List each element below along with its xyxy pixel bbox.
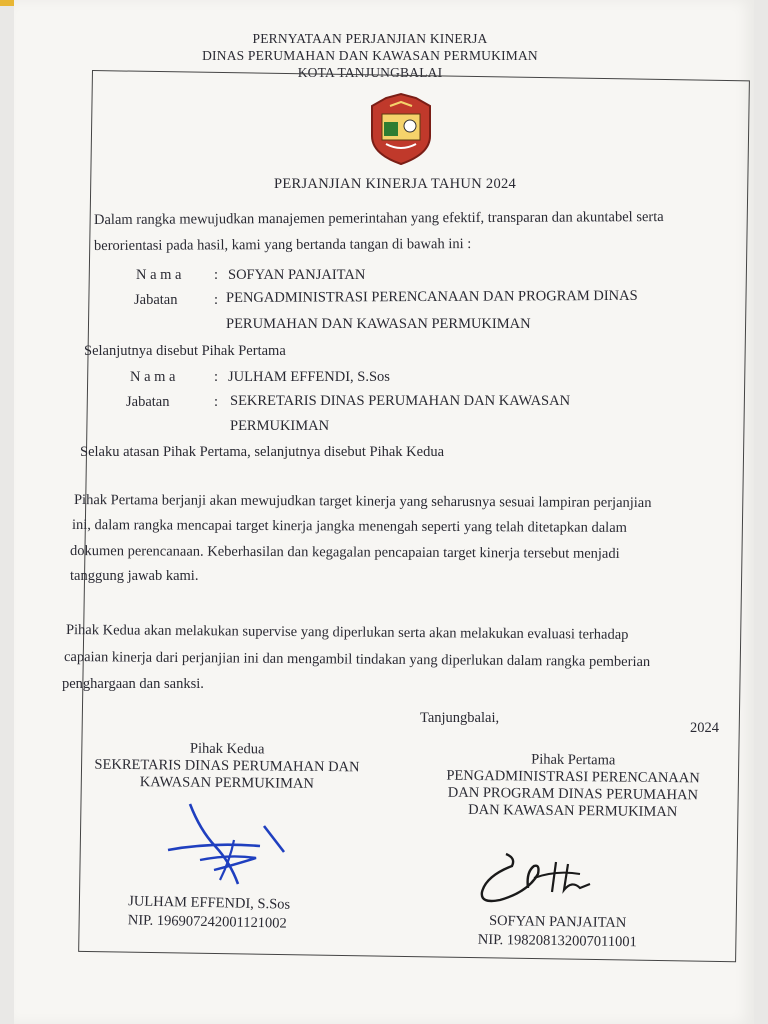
right-signatory-title-3: DAN KAWASAN PERMUKIMAN xyxy=(468,801,678,821)
right-signatory-nip: NIP. 198208132007011001 xyxy=(477,931,637,951)
left-signatory-role: Pihak Kedua xyxy=(189,740,265,758)
paragraph-1-line-3: dokumen perencanaan. Keberhasilan dan kegagalan pencapaian target kinerja tersebut menjadi xyxy=(69,543,620,562)
intro-line-1: Dalam rangka mewujudkan manajemen pemerintahan yang efektif, transparan dan akuntabel serta xyxy=(93,209,664,228)
first-party-position-line-2: PERUMAHAN DAN KAWASAN PERMUKIMAN xyxy=(226,316,531,332)
paragraph-1-line-1: Pihak Pertama berjanji akan mewujudkan target kinerja yang seharusnya sesuai lampiran perjanjian xyxy=(73,492,652,512)
signing-year: 2024 xyxy=(690,720,719,736)
second-party-designation: Selaku atasan Pihak Pertama, selanjutnya disebut Pihak Kedua xyxy=(80,444,445,460)
city-emblem-icon xyxy=(366,92,436,168)
paragraph-1-line-4: tanggung jawab kami. xyxy=(70,568,199,584)
agreement-title: PERJANJIAN KINERJA TAHUN 2024 xyxy=(274,176,517,192)
left-signatory-nip: NIP. 196907242001121002 xyxy=(127,912,287,932)
right-signatory-block xyxy=(412,750,735,821)
second-party-position-line-2: PERMUKIMAN xyxy=(230,418,330,434)
second-party-position-label: Jabatan xyxy=(126,394,170,410)
right-signature-icon xyxy=(476,852,606,908)
left-signatory-name: JULHAM EFFENDI, S.Sos xyxy=(128,893,291,913)
second-party-position-line-1: SEKRETARIS DINAS PERUMAHAN DAN KAWASAN xyxy=(230,393,571,409)
paragraph-2-line-1: Pihak Kedua akan melakukan supervise yang diperlukan serta akan melakukan evaluasi terhadap xyxy=(65,622,629,643)
first-party-name-label: N a m a xyxy=(136,267,182,283)
first-party-position-line-1: PENGADMINISTRASI PERENCANAAN DAN PROGRAM DINAS xyxy=(225,287,638,306)
first-party-position-colon: : xyxy=(214,292,219,308)
second-party-name-colon: : xyxy=(214,369,219,385)
signing-place: Tanjungbalai, xyxy=(420,710,500,726)
right-signatory-name-block xyxy=(478,912,638,952)
right-signatory-name: SOFYAN PANJAITAN xyxy=(488,912,627,932)
right-signatory-title-1: PENGADMINISTRASI PERENCANAAN xyxy=(446,767,700,787)
second-party-name-label: N a m a xyxy=(130,369,176,385)
right-signatory-role: Pihak Pertama xyxy=(531,751,616,769)
second-party-position-colon: : xyxy=(214,394,219,410)
left-signatory-block xyxy=(62,739,393,793)
header-line-3: KOTA TANJUNGBALAI xyxy=(297,65,443,80)
right-signatory-title-2: DAN PROGRAM DINAS PERUMAHAN xyxy=(447,784,699,804)
header-line-2: DINAS PERUMAHAN DAN KAWASAN PERMUKIMAN xyxy=(202,48,538,63)
first-party-position-label: Jabatan xyxy=(134,292,178,308)
first-party-name-colon: : xyxy=(214,267,219,283)
intro-line-2: berorientasi pada hasil, kami yang bertanda tangan di bawah ini : xyxy=(93,236,472,254)
left-signature-icon xyxy=(160,800,300,890)
left-signatory-title-1: SEKRETARIS DINAS PERUMAHAN DAN xyxy=(94,756,360,776)
paragraph-1-line-2: ini, dalam rangka mencapai target kinerja jangka menengah seperti yang telah ditetapkan dalam xyxy=(71,517,627,536)
paragraph-2-line-2: capaian kinerja dari perjanjian ini dan mengambil tindakan yang diperlukan dalam rangka pemberian xyxy=(63,649,651,671)
paragraph-2-line-3: penghargaan dan sanksi. xyxy=(62,676,204,692)
left-signatory-name-block xyxy=(128,892,291,933)
first-party-name: SOFYAN PANJAITAN xyxy=(228,267,366,283)
second-party-name: JULHAM EFFENDI, S.Sos xyxy=(228,369,390,385)
first-party-designation: Selanjutnya disebut Pihak Pertama xyxy=(84,343,286,359)
left-signatory-title-2: KAWASAN PERMUKIMAN xyxy=(139,774,314,792)
header-line-1: PERNYATAAN PERJANJIAN KINERJA xyxy=(252,31,488,46)
